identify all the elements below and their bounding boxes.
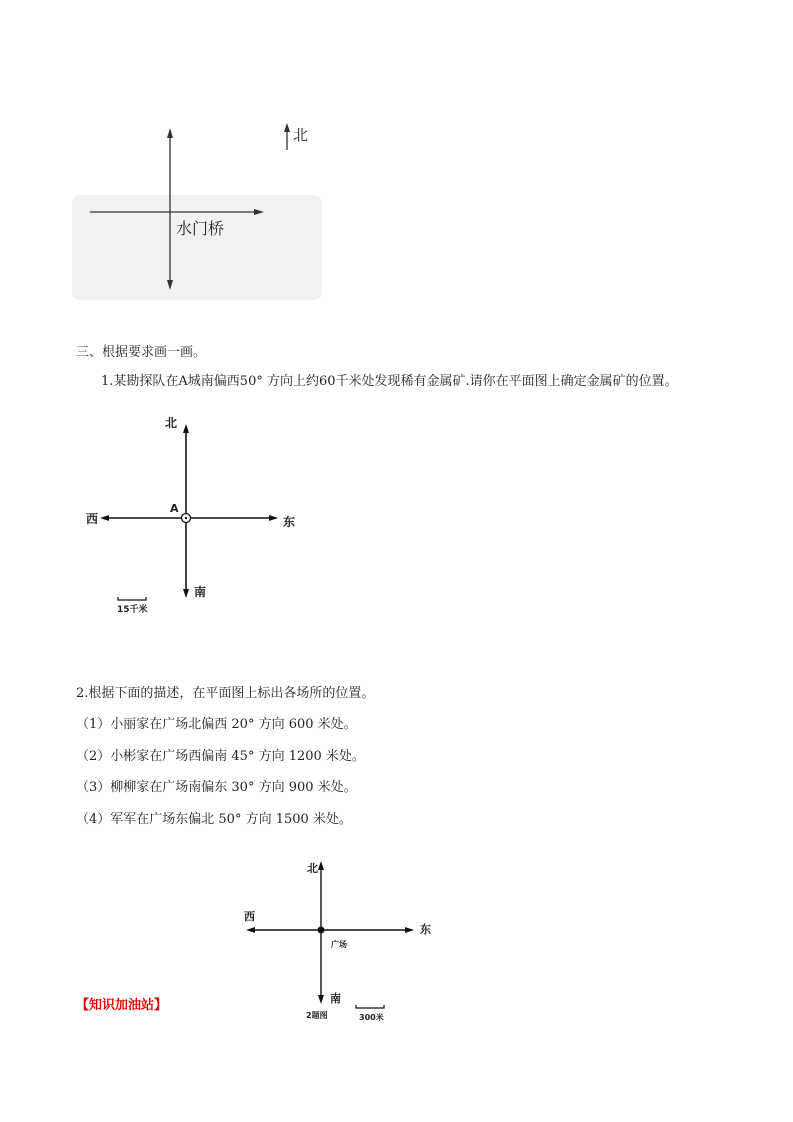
center-label-a: A: [170, 502, 179, 515]
plaza-west-label: 西: [244, 910, 255, 923]
question-1-text: 1.某勘探队在A城南偏西50° 方向上约60千米处发现稀有金属矿.请你在平面图上确定金属矿的位置。: [101, 374, 678, 389]
plaza-south-label: 南: [330, 992, 341, 1005]
figure-2-label: 2题图: [306, 1011, 328, 1020]
knowledge-station-heading: 【知识加油站】: [76, 998, 168, 1013]
scale-label-15km: 15千米: [117, 605, 148, 615]
question-2-intro: 2.根据下面的描述，在平面图上标出各场所的位置。: [76, 686, 375, 701]
plaza-south-arrowhead: [318, 995, 324, 1004]
question-2-item-4: （4）军军在广场东偏北 50° 方向 1500 米处。: [76, 812, 352, 827]
plaza-north-label: 北: [307, 862, 318, 875]
plaza-west-arrowhead: [246, 927, 255, 933]
plaza-center-label: 广场: [331, 940, 347, 949]
compass-east-label: 东: [283, 515, 296, 529]
question-2-item-2: （2）小彬家在广场西偏南 45° 方向 1200 米处。: [76, 749, 365, 764]
plaza-center-point: [318, 927, 325, 934]
north-label: 北: [293, 126, 309, 144]
section-heading: 三、根据要求画一画。: [76, 345, 207, 360]
plaza-north-arrowhead: [318, 861, 324, 870]
question-2-item-3: （3）柳柳家在广场南偏东 30° 方向 900 米处。: [76, 780, 357, 795]
compass-north-label: 北: [165, 416, 178, 430]
scale-label-300m: 300米: [359, 1013, 384, 1022]
compass-south-label: 南: [194, 585, 207, 599]
compass-west-label: 西: [86, 512, 99, 526]
bridge-label: 水门桥: [176, 219, 225, 238]
plaza-east-arrowhead: [405, 927, 414, 933]
scale-bar-300m: [356, 1005, 384, 1008]
plaza-east-label: 东: [420, 923, 431, 936]
question-2-item-1: （1）小丽家在广场北偏西 20° 方向 600 米处。: [76, 717, 357, 732]
